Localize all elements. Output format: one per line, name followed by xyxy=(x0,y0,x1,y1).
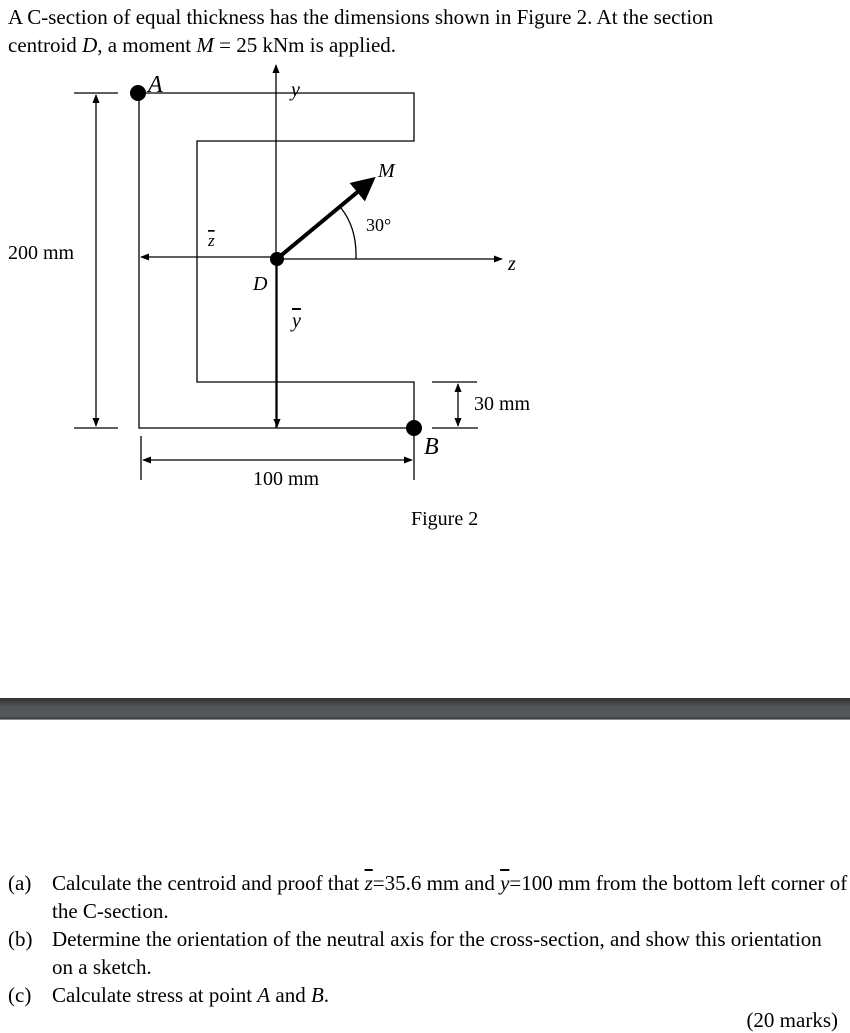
label-M: M xyxy=(378,160,395,182)
question-text xyxy=(52,869,848,925)
label-D: D xyxy=(253,273,268,295)
moment-vector xyxy=(278,180,372,258)
var-B: B xyxy=(310,983,324,1007)
intro-line-1: A C-section of equal thickness has the dimensions shown in Figure 2. At the section xyxy=(8,5,714,29)
label-B: B xyxy=(424,434,439,460)
var-zbar: $\overline{z}$ xyxy=(364,871,373,895)
width-dimension-label: 100 mm xyxy=(253,468,320,490)
var-D: D xyxy=(82,33,98,57)
text: . xyxy=(323,983,330,1007)
text: = 25 kNm is applied. xyxy=(213,33,397,57)
label-ybar: y xyxy=(292,310,301,332)
var-M: M xyxy=(196,33,214,57)
var-A: A xyxy=(257,983,271,1007)
question-b xyxy=(8,925,848,981)
text: Calculate the centroid and proof that xyxy=(52,871,365,895)
text: =35.6 mm and xyxy=(372,871,501,895)
horizontal-divider-bar xyxy=(0,698,850,720)
label-zbar: z xyxy=(208,231,215,250)
angle-label: 30° xyxy=(366,215,392,235)
marks-label: (20 marks) xyxy=(746,1008,838,1032)
question-c xyxy=(8,981,848,1009)
text: Calculate stress at point xyxy=(52,983,258,1007)
text: , a moment xyxy=(97,33,197,57)
questions-list xyxy=(8,869,848,1009)
angle-arc xyxy=(341,208,356,259)
question-label: (b) xyxy=(8,927,33,951)
point-A-dot xyxy=(130,85,146,101)
var-ybar: $\overline{y}$ xyxy=(500,871,510,895)
text: centroid xyxy=(8,33,83,57)
question-label: (a) xyxy=(8,871,32,895)
label-z: z xyxy=(508,253,516,275)
question-a xyxy=(8,869,848,925)
point-B-dot xyxy=(406,420,422,436)
height-dimension-label: 200 mm xyxy=(8,242,75,264)
label-A: A xyxy=(148,72,163,98)
thickness-dimension-label: 30 mm xyxy=(474,393,531,415)
question-text: Determine the orientation of the neutral axis for the cross-section, and show this orientation on a sketch. xyxy=(52,927,822,979)
question-text xyxy=(52,981,329,1009)
text: =100 mm from the bottom left corner of the C-section. xyxy=(52,871,848,923)
question-label: (c) xyxy=(8,983,32,1007)
text: and xyxy=(270,983,311,1007)
figure-caption: Figure 2 xyxy=(411,508,479,530)
label-y: y xyxy=(291,79,300,101)
centroid-D-dot xyxy=(270,252,284,266)
